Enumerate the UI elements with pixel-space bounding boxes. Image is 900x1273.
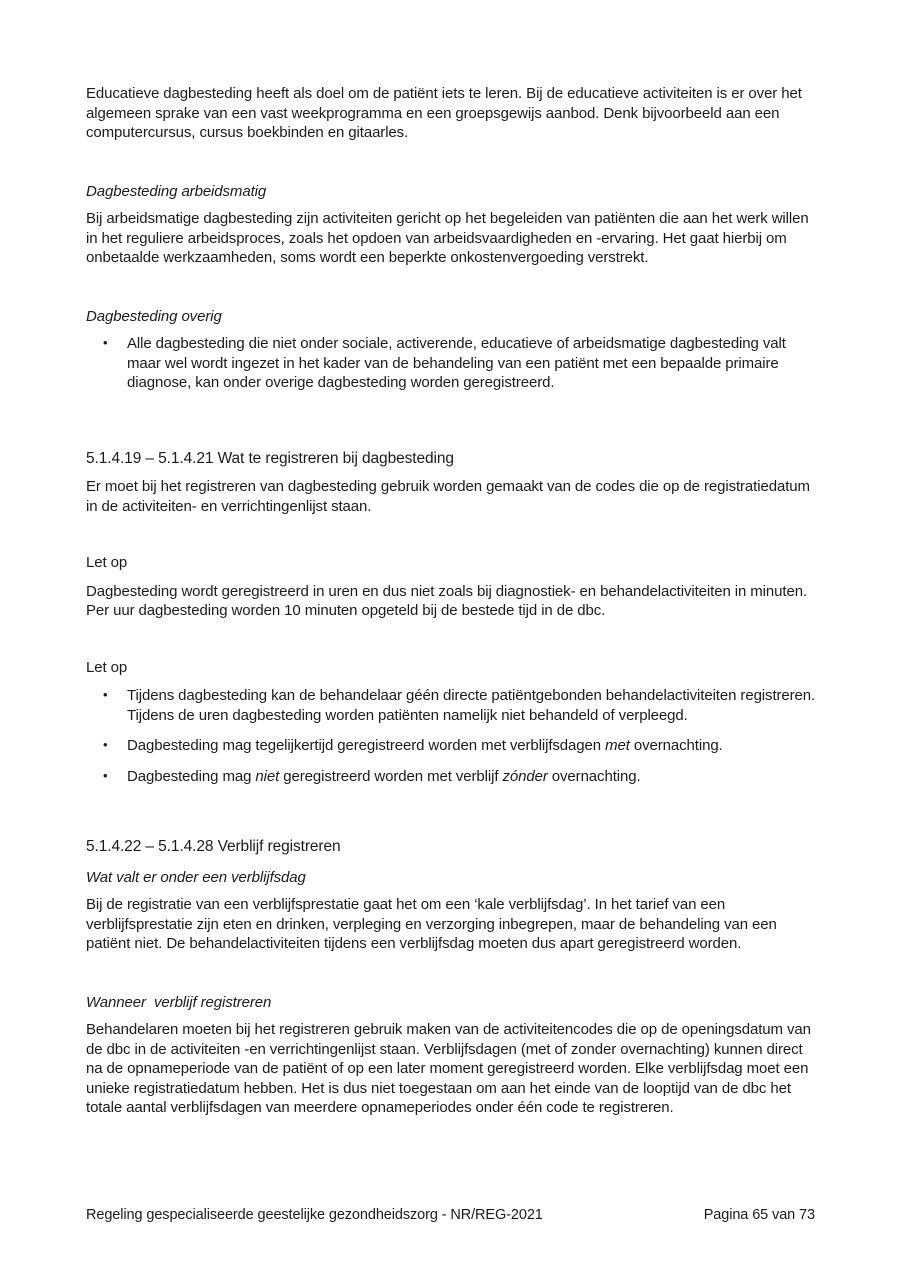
paragraph-letop-1: Dagbesteding wordt geregistreerd in uren en dus niet zoals bij diagnostiek- en behandelactiviteiten in minuten. Per uur dagbesteding worden 10 minuten opgeteld bij de bestede tijd in de dbc. — [86, 582, 808, 619]
bullet-text: Dagbesteding mag — [127, 767, 256, 785]
bullet-text-italic: zónder — [502, 767, 548, 785]
bullet-text: overnachting. — [629, 737, 723, 754]
page-footer — [86, 1206, 815, 1225]
subheading-wanneer-verblijf-registreren: Wanneer verblijf registreren — [86, 993, 272, 1011]
list-item — [127, 686, 817, 725]
letop-label-2: Let op — [86, 658, 128, 676]
bullet-text: geregistreerd worden met verblijf — [279, 767, 503, 785]
subheading-wat-valt-onder-verblijfsdag: Wat valt er onder een verblijfsdag — [86, 868, 306, 886]
paragraph-wat-registreren: Er moet bij het registreren van dagbesteding gebruik worden gemaakt van de codes die op de registratiedatum in de activiteiten- en verrichtingenlijst staan. — [86, 478, 810, 515]
section-heading-verblijf-registreren: 5.1.4.22 – 5.1.4.28 Verblijf registreren — [86, 838, 341, 855]
bullet-text-italic: niet — [255, 767, 280, 785]
paragraph-educatieve-dagbesteding: Educatieve dagbesteding heeft als doel om de patiënt iets te leren. Bij de educatieve activiteiten is er over het algemeen sprake van een vast weekprogramma en een groepsgewijs aanbod. Denk bijvoorbeeld aan een computercursus, cursus boekbinden en gitaarles. — [86, 85, 802, 141]
list-item — [127, 736, 817, 756]
bullet-text-italic: met — [605, 737, 630, 754]
letop-label-1: Let op — [86, 554, 128, 571]
bullet-text: Alle dagbesteding die niet onder sociale, activerende, educatieve of arbeidsmatige dagbesteding valt maar wel wordt ingezet in het kader van de behandeling van een patiënt met een bepaalde primaire diagnose, kan onder overige dagbesteding worden geregistreerd. — [127, 335, 786, 391]
bullet-list-overig — [86, 334, 817, 393]
paragraph-arbeidsmatig: Bij arbeidsmatige dagbesteding zijn activiteiten gericht op het begeleiden van patiënten die aan het werk willen in het reguliere arbeidsproces, zoals het opdoen van arbeidsvaardigheden en -ervaring. Het gaat hierbij om onbetaalde werkzaamheden, soms wordt een beperkte onkostenvergoeding verstrekt. — [86, 210, 809, 266]
subheading-dagbesteding-overig: Dagbesteding overig — [86, 307, 222, 325]
paragraph-wanneer-verblijf: Behandelaren moeten bij het registreren gebruik maken van de activiteitencodes die op de openingsdatum van de dbc in de activiteiten -en verrichtingenlijst staan. Verblijfsdagen (met of zonder overnachting) kunnen direct na de opnameperiode van de patiënt of op een later moment geregistreerd worden. Elke verblijfsdag moet een unieke registratiedatum hebben. Het is dus niet toegestaan om aan het einde van de looptijd van de dbc het totale aantal verblijfsdagen van meerdere opnameperiodes onder één code te registreren. — [86, 1021, 811, 1116]
list-item — [127, 334, 817, 393]
paragraph-verblijfsdag: Bij de registratie van een verblijfsprestatie gaat het om een ‘kale verblijfsdag’. In het tarief van een verblijfsprestatie zijn eten en drinken, verpleging en verzorging inbegrepen, maar de behandeling van een patiënt niet. De behandelactiviteiten tijdens een verblijfsdag moeten dus apart geregistreerd worden. — [86, 896, 777, 952]
footer-page-number: Pagina 65 van 73 — [703, 1207, 815, 1223]
section-heading-wat-te-registreren: 5.1.4.19 – 5.1.4.21 Wat te registreren bij dagbesteding — [86, 449, 454, 467]
bullet-text: Dagbesteding mag tegelijkertijd geregistreerd worden met verblijfsdagen — [127, 737, 606, 754]
footer-document-title: Regeling gespecialiseerde geestelijke gezondheidszorg - NR/REG-2021 — [86, 1207, 543, 1223]
page-content — [86, 84, 817, 1118]
bullet-text: overnachting. — [547, 767, 641, 785]
bullet-text: Tijdens dagbesteding kan de behandelaar géén directe patiëntgebonden behandelactiviteiten registreren. Tijdens de uren dagbesteding worden patiënten namelijk niet behandeld of verpleegd. — [127, 687, 816, 724]
subheading-dagbesteding-arbeidsmatig: Dagbesteding arbeidsmatig — [86, 182, 267, 200]
bullet-list-letop — [86, 686, 817, 786]
list-item — [127, 767, 817, 787]
